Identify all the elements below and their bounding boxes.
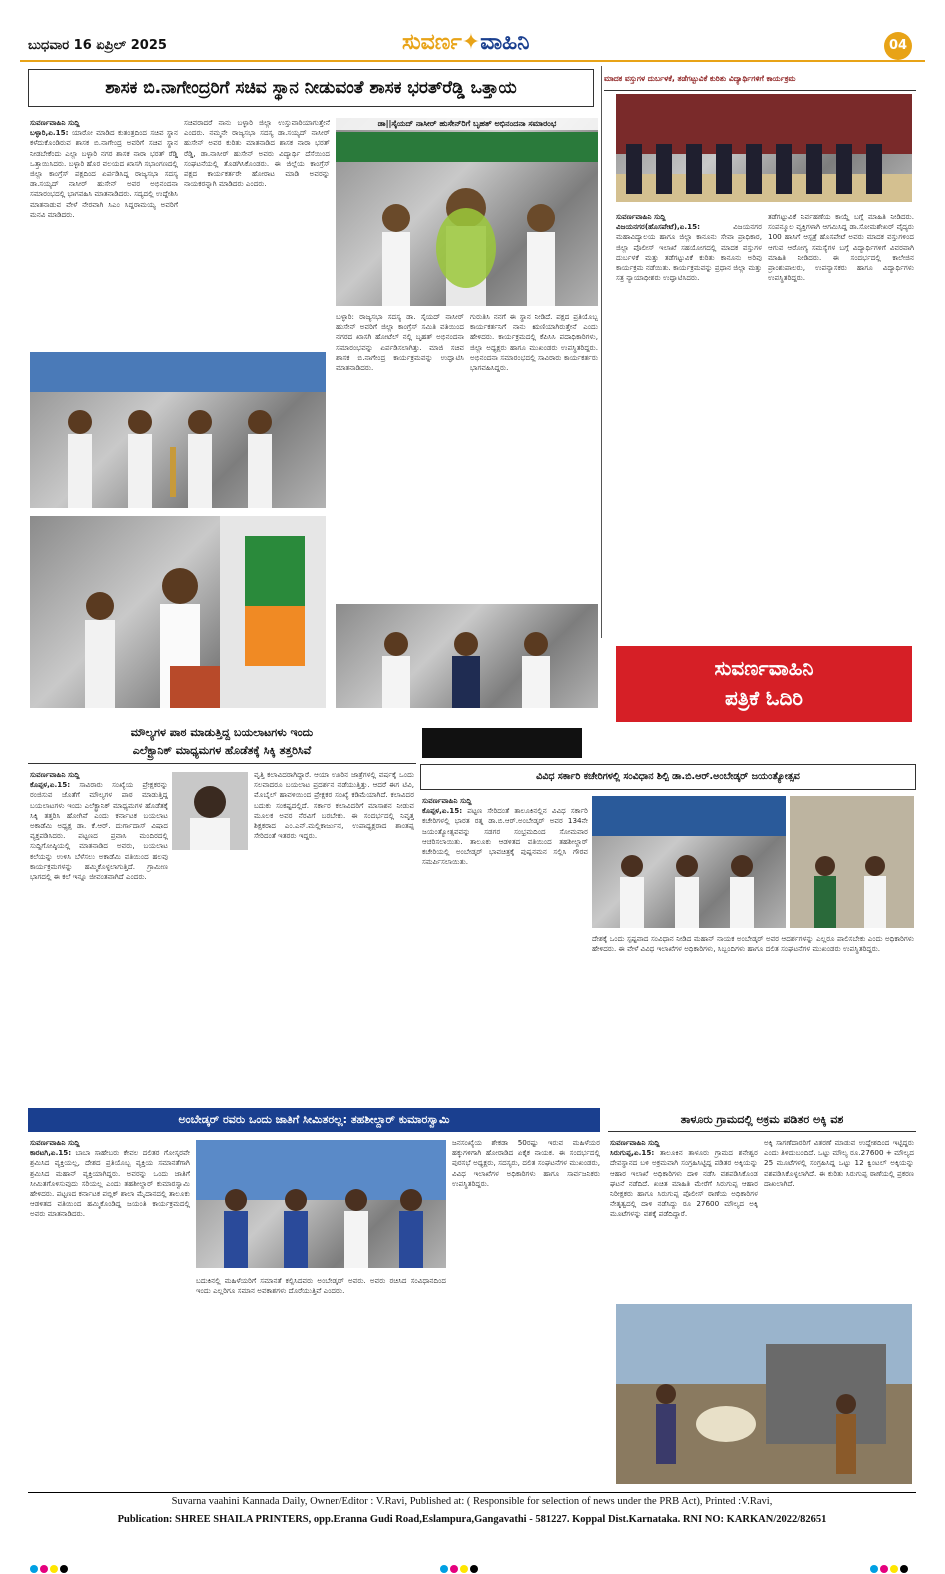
jayanti-photo-2	[790, 796, 914, 928]
lead-photo-speaker	[30, 516, 326, 708]
lead-col-3	[336, 312, 464, 602]
black-bar	[422, 728, 582, 758]
photo-placeholder	[196, 1140, 446, 1268]
jayanti-col-1	[422, 796, 588, 1102]
magenta-dot-icon	[880, 1565, 888, 1573]
dateline: ಸುವರ್ಣವಾಹಿನಿ ಸುದ್ದಿ	[610, 1138, 660, 1147]
magenta-dot-icon	[40, 1565, 48, 1573]
registration-marks-right	[870, 1558, 910, 1574]
right-top-col-2	[768, 212, 914, 630]
logo-left: ಸುವರ್ಣ	[402, 30, 462, 55]
dateline: ಸುವರ್ಣವಾಹಿನಿ ಸುದ್ದಿ	[422, 796, 472, 805]
folk-headline-line-2: ಎಲೆಕ್ಟ್ರಾನಿಕ್ ಮಾಧ್ಯಮಗಳ ಹೊಡೆತಕ್ಕೆ ಸಿಕ್ಕಿ ತತ್ತರಿಸಿವೆ	[132, 744, 312, 757]
yellow-dot-icon	[460, 1565, 468, 1573]
body-text: ಬಳ್ಳಾರಿ: ರಾಜ್ಯಸಭಾ ಸದಸ್ಯ ಡಾ. ಸೈಯದ್ ನಾಸೀರ್ ಹುಸೇನ್ ಅವರಿಗೆ ಜಿಲ್ಲಾ ಕಾಂಗ್ರೆಸ್ ಸಮಿತಿ ವತಿಯಿಂದ ನಗರದ ಖಾಸಗಿ ಹೋಟೆಲ್ ನಲ್ಲಿ ಬೃಹತ್ ಅಭಿನಂದನಾ ಸಮಾರಂಭವನ್ನು ಏರ್ಪಡಿಸಲಾಗಿತ್ತು. ಮಾಜಿ ಸಚಿವ ಶಾಸಕ ಬಿ.ನಾಗೇಂದ್ರ ಕಾರ್ಯಕ್ರಮವನ್ನು ಉದ್ಘಾಟಿಸಿ ಮಾತನಾಡಿದರು.	[336, 312, 464, 373]
rice-headline: ತಾಳೂರು ಗ್ರಾಮದಲ್ಲಿ ಅಕ್ರಮ ಪಡಿತರ ಅಕ್ಕಿ ವಶ	[680, 1113, 844, 1126]
tahsildar-col-3	[452, 1138, 600, 1484]
place-date: ಕೊಪ್ಪಳ,ಏ.15:	[422, 806, 463, 816]
photo-placeholder	[336, 604, 598, 708]
footer-imprint-1: Suvarna vaahini Kannada Daily, Owner/Editor : V.Ravi, Published at: ( Responsible for selection of news under the PRB Act), Printed :V.Ravi,	[171, 1496, 773, 1507]
folk-headline-line-1: ಮೌಲ್ಯಗಳ ಪಾಠ ಮಾಡುತ್ತಿದ್ದ ಬಯಲಾಟಗಳು ಇಂದು	[130, 726, 314, 739]
place-date: ಸಿರುಗುಪ್ಪ,ಏ.15:	[610, 1148, 655, 1158]
rice-photo	[616, 1304, 912, 1484]
photo-placeholder	[172, 772, 248, 850]
photo-placeholder	[790, 796, 914, 928]
body-text: ಬಾಬಾ ಸಾಹೇಬರು ಕೇವಲ ದಲಿತರ ಗೋಸ್ಕರವೇ ಶ್ರಮಿಸಿದ ವ್ಯಕ್ತಿಯಲ್ಲ, ದೇಶದ ಪ್ರತಿಯೊಬ್ಬ ವ್ಯಕ್ತಿಯ ಸಮಾನತೆಗಾಗಿ ಶ್ರಮಿಸಿದ ಮಹಾನ್ ವ್ಯಕ್ತಿಯಾಗಿದ್ದರು. ಅವರನ್ನು ಒಂದು ಜಾತಿಗೆ ಸೀಮಿತಗೊಳಿಸುವುದು ಸರಿಯಲ್ಲ ಎಂದು ತಹಶೀಲ್ದಾರ್ ಕುಮಾರಸ್ವಾಮಿ ಹೇಳಿದರು. ಪಟ್ಟಣದ ಕರ್ನಾಟಕ ಪಬ್ಲಿಕ್ ಶಾಲಾ ಮೈದಾನದಲ್ಲಿ ತಾಲೂಕು ಆಡಳಿತದ ವತಿಯಿಂದ ಹಮ್ಮಿಕೊಂಡಿದ್ದ ಜಯಂತಿ ಕಾರ್ಯಕ್ರಮದಲ್ಲಿ ಅವರು ಮಾತನಾಡಿದರು.	[30, 1148, 190, 1219]
body-text: ಅಕ್ಕಿ ಸಾಗಣೆದಾರರಿಗೆ ವಿತರಣೆ ಮಾಡುವ ಉದ್ದೇಶದಿಂದ ಇಟ್ಟಿದ್ದರು ಎಂದು ತಿಳಿದುಬಂದಿದೆ. ಒಟ್ಟು ಮೌಲ್ಯ ರೂ.27600 + ಮೌಲ್ಯದ 25 ಮೂಟೆಗಳಲ್ಲಿ ಸಂಗ್ರಹಿಸಿದ್ದ ಒಟ್ಟು 12 ಕ್ವಿಂಟಲ್ ಅಕ್ಕಿಯನ್ನು ವಶಪಡಿಸಿಕೊಳ್ಳಲಾಗಿದೆ. ಈ ಕುರಿತು ಸಿರುಗುಪ್ಪ ಠಾಣೆಯಲ್ಲಿ ಪ್ರಕರಣ ದಾಖಲಾಗಿದೆ.	[764, 1138, 914, 1188]
body-text: ಗುರುತಿಸಿ ನನಗೆ ಈ ಸ್ಥಾನ ನೀಡಿದೆ. ಪಕ್ಷದ ಪ್ರತಿಯೊಬ್ಬ ಕಾರ್ಯಕರ್ತನಿಗೆ ನಾನು ಋಣಿಯಾಗಿರುತ್ತೇನೆ ಎಂದು ಹೇಳಿದರು. ಕಾರ್ಯಕ್ರಮದಲ್ಲಿ ಕೆಪಿಸಿಸಿ ಪದಾಧಿಕಾರಿಗಳು, ಜಿಲ್ಲಾ ಅಧ್ಯಕ್ಷರು ಹಾಗೂ ಮುಖಂಡರು ಉಪಸ್ಥಿತರಿದ್ದರು. ಅಭಿನಂದನಾ ಸಮಾರಂಭದಲ್ಲಿ ಸಾವಿರಾರು ಕಾರ್ಯಕರ್ತರು ಭಾಗವಹಿಸಿದ್ದರು.	[470, 312, 598, 373]
body-text: ವಿಜಯನಗರ ಮಹಾವಿದ್ಯಾಲಯ ಹಾಗೂ ಜಿಲ್ಲಾ ಕಾನೂನು ಸೇವಾ ಪ್ರಾಧಿಕಾರ, ಜಿಲ್ಲಾ ಪೊಲೀಸ್ ಇಲಾಖೆ ಸಹಯೋಗದಲ್ಲಿ ಮಾದಕ ವಸ್ತುಗಳ ದುರ್ಬಳಕೆ ಮತ್ತು ತಡೆಗಟ್ಟುವಿಕೆ ಕುರಿತು ಕಾನೂನು ಅರಿವು ಕಾರ್ಯಕ್ರಮ ನಡೆಯಿತು. ಕಾರ್ಯಕ್ರಮವನ್ನು ಪ್ರಧಾನ ಜಿಲ್ಲಾ ಮತ್ತು ಸತ್ರ ನ್ಯಾಯಾಧೀಶರು ಉದ್ಘಾಟಿಸಿದರು.	[616, 222, 762, 283]
ad-line-1: ಸುವರ್ಣವಾಹಿನಿ	[714, 656, 814, 680]
masthead-logo	[402, 30, 529, 55]
jayanti-col-2	[592, 934, 914, 1102]
ad-line-2: ಪತ್ರಿಕೆ ಓದಿರಿ	[725, 686, 803, 710]
body-text: ಸಾವಿರಾರು ಸಂಖ್ಯೆಯ ಪ್ರೇಕ್ಷಕರನ್ನು ರಂಜಿಸುವ ಜೊತೆಗೆ ಮೌಲ್ಯಗಳ ಪಾಠ ಮಾಡುತ್ತಿದ್ದ ಬಯಲಾಟಗಳು ಇಂದು ಎಲೆಕ್ಟ್ರಾನಿಕ್ ಮಾಧ್ಯಮಗಳ ಹೊಡೆತಕ್ಕೆ ಸಿಕ್ಕಿ ತತ್ತರಿಸಿ ಹೋಗಿವೆ ಎಂದು ಕರ್ನಾಟಕ ಬಯಲಾಟ ಅಕಾಡೆಮಿ ಅಧ್ಯಕ್ಷ ಡಾ. ಕೆ.ಆರ್. ದುರ್ಗಾದಾಸ್ ವಿಷಾದ ವ್ಯಕ್ತಪಡಿಸಿದರು. ಪಟ್ಟಣದ ಪ್ರವಾಸಿ ಮಂದಿರದಲ್ಲಿ ಸುದ್ದಿಗೋಷ್ಠಿಯಲ್ಲಿ ಮಾತನಾಡಿದ ಅವರು, ಬಯಲಾಟ ಕಲೆಯನ್ನು ಉಳಿಸಿ ಬೆಳೆಸಲು ಅಕಾಡೆಮಿ ವತಿಯಿಂದ ಹಲವು ಕಾರ್ಯಕ್ರಮಗಳನ್ನು ಹಮ್ಮಿಕೊಳ್ಳಲಾಗುತ್ತಿದೆ. ಗ್ರಾಮೀಣ ಭಾಗದಲ್ಲಿ ಈ ಕಲೆ ಇನ್ನೂ ಜೀವಂತವಾಗಿದೆ ಎಂದರು.	[30, 780, 168, 882]
masthead-rule	[20, 60, 925, 62]
footer-rule	[28, 1492, 916, 1493]
folk-headline-box	[28, 724, 416, 764]
body-text: ಜನಸಂಖ್ಯೆಯ ಶೇಕಡಾ 50ರಷ್ಟು ಇರುವ ಮಹಿಳೆಯರ ಹಕ್ಕುಗಳಿಗಾಗಿ ಹೋರಾಡಿದ ಏಕೈಕ ನಾಯಕ. ಈ ಸಂದರ್ಭದಲ್ಲಿ ಪುರಸಭೆ ಅಧ್ಯಕ್ಷರು, ಸದಸ್ಯರು, ದಲಿತ ಸಂಘಟನೆಗಳ ಮುಖಂಡರು, ವಿವಿಧ ಇಲಾಖೆಗಳ ಅಧಿಕಾರಿಗಳು ಹಾಗೂ ಸಾರ್ವಜನಿಕರು ಉಪಸ್ಥಿತರಿದ್ದರು.	[452, 1138, 600, 1188]
right-column-divider	[601, 66, 602, 638]
lead-col-4	[470, 312, 598, 602]
lead-photo-lamp	[30, 352, 326, 508]
tahsildar-photo	[196, 1140, 446, 1268]
body-text: ವೃತ್ತಿ ಕಲಾವಿದರಾಗಿದ್ದಾರೆ. ಆಯಾ ಊರಿನ ಜಾತ್ರೆಗಳಲ್ಲಿ ವರ್ಷಕ್ಕೆ ಒಂದು ಸಲವಾದರೂ ಬಯಲಾಟ ಪ್ರದರ್ಶನ ನಡೆಯುತ್ತಿತ್ತು. ಆದರೆ ಈಗ ಟಿವಿ, ಮೊಬೈಲ್ ಹಾವಳಿಯಿಂದ ಪ್ರೇಕ್ಷಕರ ಸಂಖ್ಯೆ ಕಡಿಮೆಯಾಗಿದೆ. ಕಲಾವಿದರ ಬದುಕು ಸಂಕಷ್ಟದಲ್ಲಿದೆ. ಸರ್ಕಾರ ಕಲಾವಿದರಿಗೆ ಮಾಸಾಶನ ನೀಡುವ ಮೂಲಕ ಅವರ ನೆರವಿಗೆ ಬರಬೇಕು. ಈ ಸಂದರ್ಭದಲ್ಲಿ ನಿವೃತ್ತ ಶಿಕ್ಷಕರಾದ ಎಂ.ಎನ್.ಮಲ್ಲಿಕಾರ್ಜುನ, ಉಪಾಧ್ಯಕ್ಷರಾದ ಶಾಂತಪ್ಪ ಸೇರಿದಂತೆ ಇತರರು ಇದ್ದರು.	[254, 770, 414, 841]
dateline: ಸುವರ್ಣವಾಹಿನಿ ಸುದ್ದಿ	[30, 1138, 80, 1147]
photo-placeholder	[616, 1304, 912, 1484]
photo-placeholder	[30, 352, 326, 508]
black-dot-icon	[470, 1565, 478, 1573]
footer-imprint-2: Publication: SHREE SHAILA PRINTERS, opp.Eranna Gudi Road,Eslampura,Gangavathi - 581227. Koppal Dist.Karnataka. RNI NO: KARKAN/2022/82651	[117, 1514, 827, 1525]
photo-placeholder	[592, 796, 786, 928]
logo-right: ವಾಹಿನಿ	[480, 30, 530, 55]
folk-col-2	[254, 770, 414, 1100]
right-top-headline: ಮಾದಕ ವಸ್ತುಗಳ ದುರ್ಬಳಕೆ, ತಡೆಗಟ್ಟುವಿಕೆ ಕುರಿತು ವಿದ್ಯಾರ್ಥಿಗಳಿಗೆ ಕಾರ್ಯಕ್ರಮ	[604, 74, 796, 83]
place-date: ಕಾರಟಗಿ,ಏ.15:	[30, 1148, 72, 1158]
jayanti-headline-box	[420, 764, 916, 790]
logo-mark-icon: ✦	[461, 30, 481, 55]
page-number: 04	[884, 32, 912, 60]
magenta-dot-icon	[450, 1565, 458, 1573]
photo-placeholder	[616, 94, 912, 202]
tahsildar-col-2	[196, 1276, 446, 1484]
jayanti-headline: ವಿವಿಧ ಸರ್ಕಾರಿ ಕಚೇರಿಗಳಲ್ಲಿ ಸಂವಿಧಾನ ಶಿಲ್ಪಿ ಡಾ.ಬಿ.ಆರ್.ಅಂಬೇಡ್ಕರ್ ಜಯಂತ್ಯೋತ್ಸವ	[536, 771, 800, 782]
body-text: ದೇಶಕ್ಕೆ ಒಂದು ಸ್ಪಷ್ಟವಾದ ಸಂವಿಧಾನ ನೀಡಿದ ಮಹಾನ್ ನಾಯಕ ಅಂಬೇಡ್ಕರ್ ಅವರ ಆದರ್ಶಗಳನ್ನು ಎಲ್ಲರೂ ಪಾಲಿಸಬೇಕು ಎಂದು ಅಧಿಕಾರಿಗಳು ಹೇಳಿದರು. ಈ ವೇಳೆ ವಿವಿಧ ಇಲಾಖೆಗಳ ಅಧಿಕಾರಿಗಳು, ಸಿಬ್ಬಂದಿಗಳು ಹಾಗೂ ದಲಿತ ಸಂಘಟನೆಗಳ ಮುಖಂಡರು ಉಪಸ್ಥಿತರಿದ್ದರು.	[592, 934, 914, 954]
subscribe-ad	[616, 646, 912, 722]
lead-col-2	[184, 118, 330, 342]
cyan-dot-icon	[30, 1565, 38, 1573]
right-top-col-1	[616, 212, 762, 630]
tahsildar-col-1	[30, 1138, 190, 1484]
place-date: ವಿಜಯನಗರ(ಹೊಸಪೇಟೆ),ಏ.15:	[616, 222, 701, 232]
right-top-headline-box	[604, 69, 916, 91]
lead-photo-dais	[336, 604, 598, 708]
folk-col-1	[30, 770, 168, 1100]
registration-marks-left	[30, 1558, 70, 1574]
right-top-photo	[616, 94, 912, 202]
folk-portrait	[172, 772, 248, 850]
dateline: ಸುವರ್ಣವಾಹಿನಿ ಸುದ್ದಿ	[616, 212, 666, 221]
rice-col-2	[764, 1138, 914, 1298]
yellow-dot-icon	[50, 1565, 58, 1573]
cyan-dot-icon	[440, 1565, 448, 1573]
body-text: ತಾಲೂಕಿನ ತಾಳೂರು ಗ್ರಾಮದ ಶನೇಶ್ವರ ದೇವಸ್ಥಾನದ ಬಳಿ ಅಕ್ರಮವಾಗಿ ಸಂಗ್ರಹಿಸಿಟ್ಟಿದ್ದ ಪಡಿತರ ಅಕ್ಕಿಯನ್ನು ಆಹಾರ ಇಲಾಖೆ ಅಧಿಕಾರಿಗಳು ದಾಳಿ ನಡೆಸಿ ವಶಪಡಿಸಿಕೊಂಡ ಘಟನೆ ನಡೆದಿದೆ. ಖಚಿತ ಮಾಹಿತಿ ಮೇರೆಗೆ ಸಿರುಗುಪ್ಪ ಆಹಾರ ನಿರೀಕ್ಷಕರು ಹಾಗೂ ಸಿರುಗುಪ್ಪ ಪೊಲೀಸ್ ಠಾಣೆಯ ಅಧಿಕಾರಿಗಳ ನೇತೃತ್ವದಲ್ಲಿ ದಾಳಿ ನಡೆಸಿದ್ದು ರೂ 27600 ಮೌಲ್ಯದ ಅಕ್ಕಿ ಮೂಟೆಗಳನ್ನು ವಶಕ್ಕೆ ಪಡೆದಿದ್ದಾರೆ.	[610, 1148, 758, 1219]
body-text: ಯಾರೋ ಮಾಡಿದ ಕುತಂತ್ರದಿಂದ ಸಚಿವ ಸ್ಥಾನ ಕಳೆದುಕೊಂಡಿರುವ ಶಾಸಕ ಬಿ.ನಾಗೇಂದ್ರ ಅವರಿಗೆ ಸಚಿವ ಸ್ಥಾನ ನೀಡಬೇಕೆಂದು ಎಲ್ಲಾ ಬಳ್ಳಾರಿ ನಗರ ಶಾಸಕ ನಾರಾ ಭರತ್ ರೆಡ್ಡಿ ಒತ್ತಾಯಿಸಿದರು. ಬಳ್ಳಾರಿ ಹೊರ ವಲಯದ ಖಾಸಗಿ ಸಭಾಂಗಣದಲ್ಲಿ ಜಿಲ್ಲಾ ಕಾಂಗ್ರೆಸ್ ಪಕ್ಷದಿಂದ ಏರ್ಪಡಿಸಿದ್ದ ರಾಜ್ಯಸಭಾ ಸದಸ್ಯ ಡಾ.ಸಯ್ಯದ್ ನಾಸೀರ್ ಹುಸೇನ್ ಅವರ ಅಭಿನಂದನಾ ಸಮಾರಂಭದಲ್ಲಿ ಭಾಗವಹಿಸಿ ಮಾತನಾಡಿದರು. ಸದ್ಯದಲ್ಲಿ ಉದ್ದೇಶಿಸಿ ಮಾತನಾಡುವ ವೇಳೆ ನೇರವಾಗಿ ಸಿಎಂ ಸಿದ್ದರಾಮಯ್ಯ ಅವರಿಗೆ ಮನವಿ ಮಾಡಿದರು.	[30, 128, 178, 219]
cyan-dot-icon	[870, 1565, 878, 1573]
photo-placeholder	[336, 118, 598, 306]
tahsildar-headline-box	[28, 1108, 600, 1132]
masthead	[0, 0, 945, 62]
registration-marks-center	[440, 1558, 480, 1574]
rice-col-1	[610, 1138, 758, 1298]
masthead-date: ಬುಧವಾರ 16 ಏಪ್ರಿಲ್ 2025	[28, 38, 167, 53]
lead-headline-box	[28, 69, 594, 107]
black-dot-icon	[60, 1565, 68, 1573]
black-dot-icon	[900, 1565, 908, 1573]
tahsildar-headline: ಅಂಬೇಡ್ಕರ್ ರವರು ಒಂದು ಜಾತಿಗೆ ಸೀಮಿತರಲ್ಲ: ತಹಶೀಲ್ದಾರ್ ಕುಮಾರಸ್ವಾಮಿ	[178, 1113, 450, 1126]
lead-photo-felicitation	[336, 118, 598, 306]
place-date: ಕೊಪ್ಪಳ,ಏ.15:	[30, 780, 71, 790]
body-text: ಬದುಕಿನಲ್ಲಿ ಮಹಿಳೆಯರಿಗೆ ಸಮಾನತೆ ಕಲ್ಪಿಸಿದವರು ಅಂಬೇಡ್ಕರ್ ಅವರು. ಅವರು ರಚಿಸಿದ ಸಂವಿಧಾನದಿಂದ ಇಂದು ಎಲ್ಲರಿಗೂ ಸಮಾನ ಅವಕಾಶಗಳು ದೊರೆಯುತ್ತಿವೆ ಎಂದರು.	[196, 1276, 446, 1296]
rice-headline-box	[608, 1108, 916, 1132]
lead-col-1	[30, 118, 178, 342]
lead-headline: ಶಾಸಕ ಬಿ.ನಾಗೇಂದ್ರರಿಗೆ ಸಚಿವ ಸ್ಥಾನ ನೀಡುವಂತೆ ಶಾಸಕ ಭರತ್‌ರೆಡ್ಡಿ ಒತ್ತಾಯ	[105, 78, 517, 98]
jayanti-photo-1	[592, 796, 786, 928]
body-text: ತಡೆಗಟ್ಟುವಿಕೆ ನಿರ್ವಹಣೆಯ ಕಾಯ್ದೆ ಬಗ್ಗೆ ಮಾಹಿತಿ ನೀಡಿದರು. ಸಂಪನ್ಮೂಲ ವ್ಯಕ್ತಿಗಳಾಗಿ ಆಗಮಿಸಿದ್ದ ಡಾ.ಸೋಮಶೇಖರ್ ವೈದ್ಯರು 100 ಹಾಸಿಗೆ ಆಸ್ಪತ್ರೆ ಹೊಸಪೇಟೆ ಅವರು ಮಾದಕ ವಸ್ತುಗಳಿಂದ ಆಗುವ ಆರೋಗ್ಯ ಸಮಸ್ಯೆಗಳ ಬಗ್ಗೆ ವಿದ್ಯಾರ್ಥಿಗಳಿಗೆ ವಿವರವಾಗಿ ಮಾಹಿತಿ ನೀಡಿದರು. ಈ ಸಂದರ್ಭದಲ್ಲಿ ಕಾಲೇಜಿನ ಪ್ರಾಂಶುಪಾಲರು, ಉಪನ್ಯಾಸಕರು ಹಾಗೂ ವಿದ್ಯಾರ್ಥಿಗಳು ಉಪಸ್ಥಿತರಿದ್ದರು.	[768, 212, 914, 283]
yellow-dot-icon	[890, 1565, 898, 1573]
place-date: ಬಳ್ಳಾರಿ,ಏ.15:	[30, 128, 69, 138]
body-text: ಪಟ್ಟಣ ಸೇರಿದಂತೆ ತಾಲೂಕಿನಲ್ಲಿನ ವಿವಿಧ ಸರ್ಕಾರಿ ಕಚೇರಿಗಳಲ್ಲಿ ಭಾರತ ರತ್ನ ಡಾ.ಬಿ.ಆರ್.ಅಂಬೇಡ್ಕರ್ ಅವರ 134ನೇ ಜಯಂತ್ಯೋತ್ಸವವನ್ನು ಸಡಗರ ಸಂಭ್ರಮದಿಂದ ಸೋಮವಾರ ಆಚರಿಸಲಾಯಿತು. ತಾಲೂಕು ಆಡಳಿತದ ವತಿಯಿಂದ ತಹಶೀಲ್ದಾರ್ ಕಚೇರಿಯಲ್ಲಿ ಅಂಬೇಡ್ಕರ್ ಭಾವಚಿತ್ರಕ್ಕೆ ಪುಷ್ಪನಮನ ಸಲ್ಲಿಸಿ ಗೌರವ ಸಮರ್ಪಿಸಲಾಯಿತು.	[422, 806, 588, 867]
photo-placeholder	[30, 516, 326, 708]
dateline: ಸುವರ್ಣವಾಹಿನಿ ಸುದ್ದಿ	[30, 770, 80, 779]
dateline: ಸುವರ್ಣವಾಹಿನಿ ಸುದ್ದಿ	[30, 118, 80, 127]
body-text: ಸಚಿವರಾದರೆ ನಾನು ಬಳ್ಳಾರಿ ಜಿಲ್ಲಾ ಉಸ್ತುವಾರಿಯಾಗುತ್ತೇನೆ ಎಂದರು. ನಮ್ಮನೇ ರಾಜ್ಯಸಭಾ ಸದಸ್ಯ ಡಾ.ಸಯ್ಯದ್ ನಾಸೀರ್ ಹುಸೇನ್ ಅವರ ಕುರಿತು ಮಾತನಾಡಿದ ಶಾಸಕ ನಾರಾ ಭರತ್ ರೆಡ್ಡಿ, ಡಾ.ನಾಸೀರ್ ಹುಸೇನ್ ಅವರು ವಿದ್ಯಾರ್ಥಿ ದೆಸೆಯಿಂದ ಸಂಘಟನೆಯಲ್ಲಿ ತೊಡಗಿಸಿಕೊಂಡರು. ಈ ಜಿಲ್ಲೆಯ ಕಾಂಗ್ರೆಸ್ ಪಕ್ಷದ ಕಾರ್ಯಕರ್ತರೇ ಹೋರಾಟ ಮಾಡಿ ಅವರನ್ನು ನಾಯಕರನ್ನಾಗಿ ಮಾಡಿದರು ಎಂದರು.	[184, 118, 330, 189]
photo-caption: ಡಾ||ಸೈಯದ್ ನಾಸೀರ್ ಹುಸೇನ್‌ರಿಗೆ ಬೃಹತ್ ಅಭಿನಂದನಾ ಸಮಾರಂಭ	[336, 118, 598, 130]
